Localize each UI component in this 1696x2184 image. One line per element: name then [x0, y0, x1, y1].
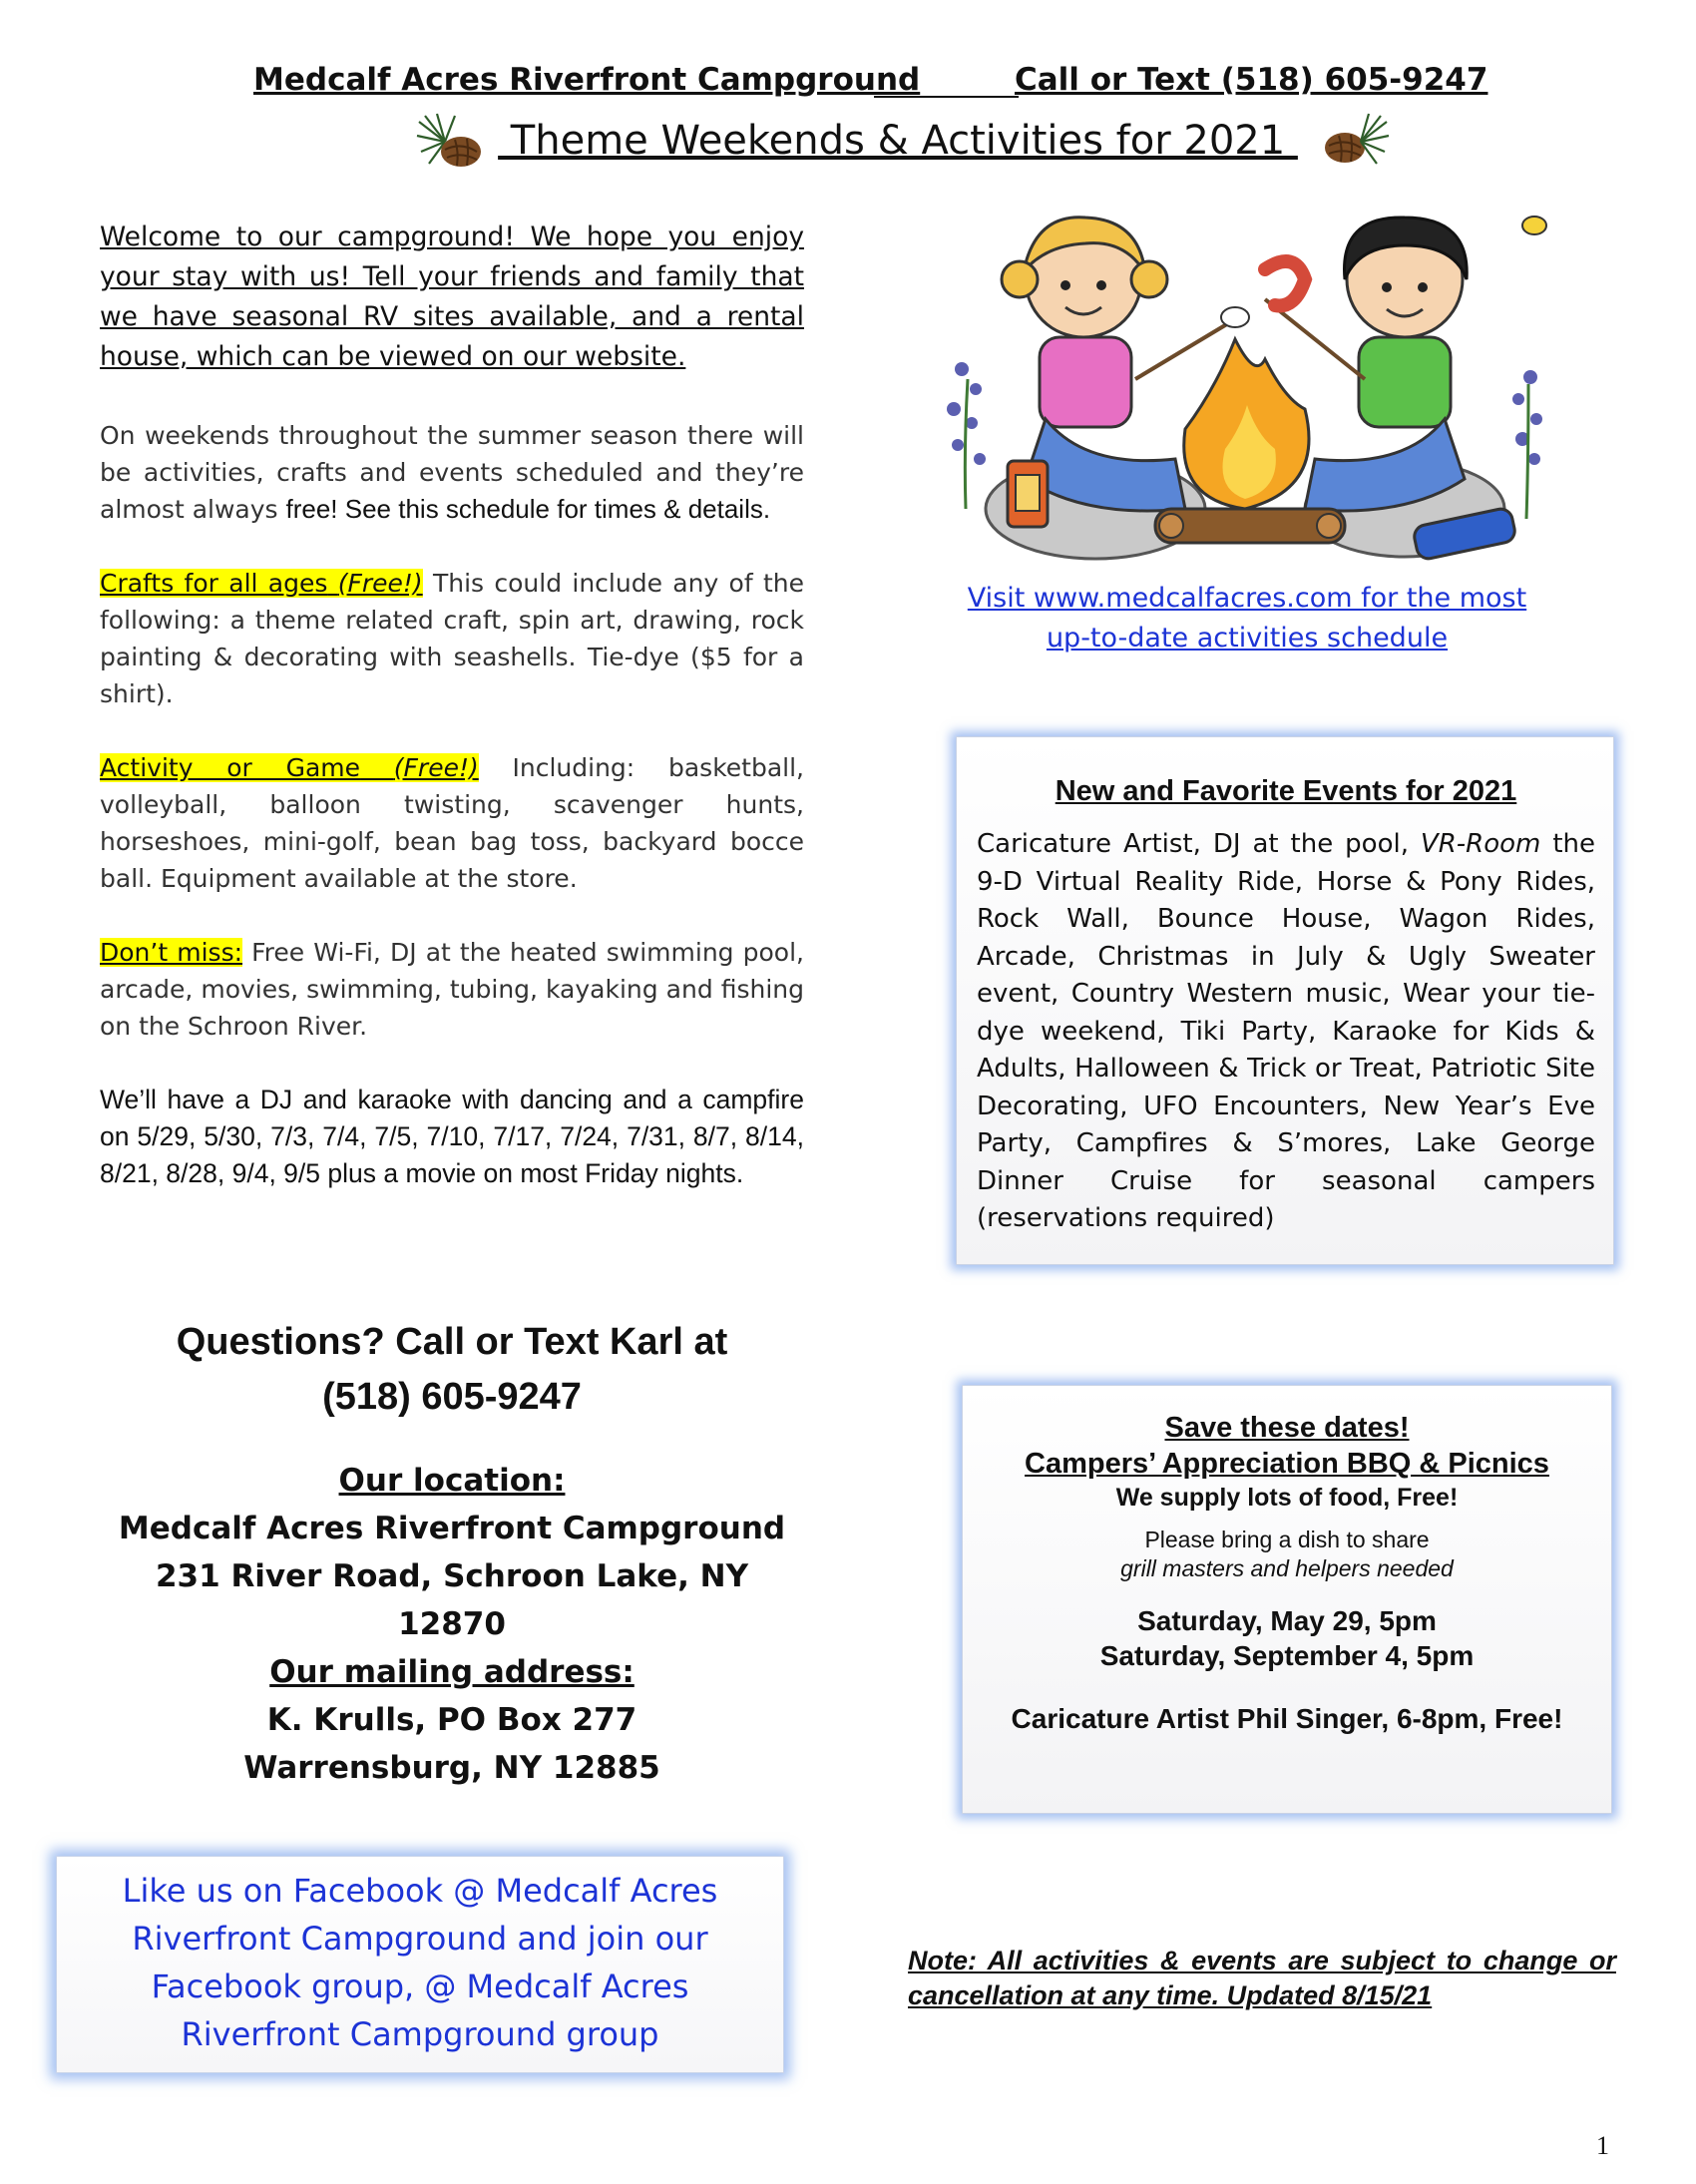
campground-name: Medcalf Acres Riverfront Campground — [253, 62, 921, 98]
left-column — [100, 218, 804, 1229]
location-heading: Our location: — [338, 1463, 566, 1499]
events-body: Caricature Artist, DJ at the pool, VR-Room the 9-D Virtual Reality Ride, Horse & Pony Rides, Rock Wall, Bounce House, Wagon Rides, Arcade, Christmas in July & Ugly Sweater event, Country Western music, Wear your tie-dye weekend, Tiki Party, Karaoke for Kids & Adults, Halloween & Trick or Treat, Patriotic Site Decorating, UFO Encounters, New Year’s Eve Party, Campfires & S’mores, Lake George Dinner Cruise for seasonal campers (reservations required) — [977, 829, 1595, 1233]
weekends-free-text: free! See this schedule for times & details. — [285, 494, 771, 524]
website-link-line2[interactable]: up-to-date activities schedule — [1046, 623, 1449, 654]
dont-miss-text: Free Wi-Fi, DJ at the heated swimming pool, arcade, movies, swimming, tubing, kayaking and fishing on the Schroon River. — [100, 938, 804, 1041]
page-number: 1 — [1596, 2131, 1609, 2160]
mailing-line2: Warrensburg, NY 12885 — [243, 1750, 660, 1786]
save-dates-grill: grill masters and helpers needed — [1120, 1555, 1454, 1581]
header-phone: Call or Text (518) 605-9247 — [1015, 62, 1488, 98]
vr-room-text: VR-Room — [1420, 829, 1541, 859]
activity-label: Activity or Game (Free!) — [100, 753, 479, 782]
save-dates-bring: Please bring a dish to share — [1144, 1527, 1430, 1552]
mailing-block — [100, 1648, 804, 1792]
location-line2: 231 River Road, Schroon Lake, NY 12870 — [155, 1558, 749, 1642]
dont-miss-paragraph — [100, 934, 804, 1045]
dj-paragraph: We’ll have a DJ and karaoke with dancing and a campfire on 5/29, 5/30, 7/3, 7/4, 7/5, 7/10, 7/17, 7/24, 7/31, 8/7, 8/14, 8/21, 8/28, 9/4, 9/5 plus a movie on most Friday nights. — [100, 1085, 804, 1188]
activity-text: Including: basketball, volleyball, balloon twisting, scavenger hunts, horseshoes, mini-golf, bean bag toss, backyard bocce ball. Equipment available at the store. — [100, 753, 804, 893]
crafts-label: Crafts for all ages (Free!) — [100, 569, 423, 598]
facebook-line4: Riverfront Campground group — [181, 2015, 659, 2053]
save-dates-box — [962, 1385, 1612, 1814]
mailing-heading: Our mailing address: — [269, 1654, 635, 1690]
save-dates-heading: Save these dates! — [1164, 1412, 1410, 1444]
crafts-text: This could include any of the following: a theme related craft, spin art, drawing, rock painting & decorating with seashells. Tie-dye ($5 for a shirt). — [100, 569, 804, 708]
save-dates-date1: Saturday, May 29, 5pm — [1137, 1605, 1437, 1636]
facebook-line2: Riverfront Campground and join our — [132, 1920, 708, 1958]
pine-cone-icon — [1315, 112, 1391, 176]
campfire-kids-illustration — [936, 210, 1554, 571]
crafts-paragraph — [100, 565, 804, 712]
questions-line: Questions? Call or Text Karl at — [176, 1321, 728, 1363]
header-underline-gap — [874, 62, 1019, 98]
weekends-text: On weekends throughout the summer season there will be activities, crafts and events scheduled and they’re almost always — [100, 421, 804, 524]
location-line1: Medcalf Acres Riverfront Campground — [118, 1511, 786, 1546]
disclaimer-note: Note: All activities & events are subject to change or cancellation at any time. Updated 8/15/21 — [908, 1946, 1616, 2010]
save-dates-artist: Caricature Artist Phil Singer, 6-8pm, Free! — [1011, 1703, 1563, 1734]
page-header — [253, 62, 1488, 112]
facebook-box — [56, 1856, 784, 2073]
activity-paragraph — [100, 749, 804, 897]
save-dates-date2: Saturday, September 4, 5pm — [1099, 1640, 1475, 1671]
questions-phone: (518) 605-9247 — [322, 1376, 582, 1418]
weekends-paragraph — [100, 417, 804, 528]
facebook-line3: Facebook group, @ Medcalf Acres — [151, 1967, 689, 2005]
welcome-paragraph: Welcome to our campground! We hope you enjoy your stay with us! Tell your friends and family that we have seasonal RV sites available, and a rental house, which can be viewed on our website. — [100, 221, 804, 372]
location-block — [100, 1457, 804, 1648]
save-dates-subheading: Campers’ Appreciation BBQ & Picnics — [1025, 1448, 1549, 1480]
page-title: Theme Weekends & Activities for 2021 — [498, 118, 1298, 164]
mailing-line1: K. Krulls, PO Box 277 — [266, 1702, 637, 1738]
events-box — [956, 736, 1614, 1265]
questions-block — [100, 1315, 804, 1425]
save-dates-food: We supply lots of food, Free! — [1115, 1484, 1459, 1512]
website-link-line1[interactable]: Visit www.medcalfacres.com for the most — [967, 583, 1527, 614]
events-title: New and Favorite Events for 2021 — [1055, 775, 1517, 807]
website-link[interactable] — [918, 579, 1576, 658]
facebook-line1: Like us on Facebook @ Medcalf Acres — [122, 1872, 718, 1910]
dont-miss-label: Don’t miss: — [100, 938, 243, 967]
